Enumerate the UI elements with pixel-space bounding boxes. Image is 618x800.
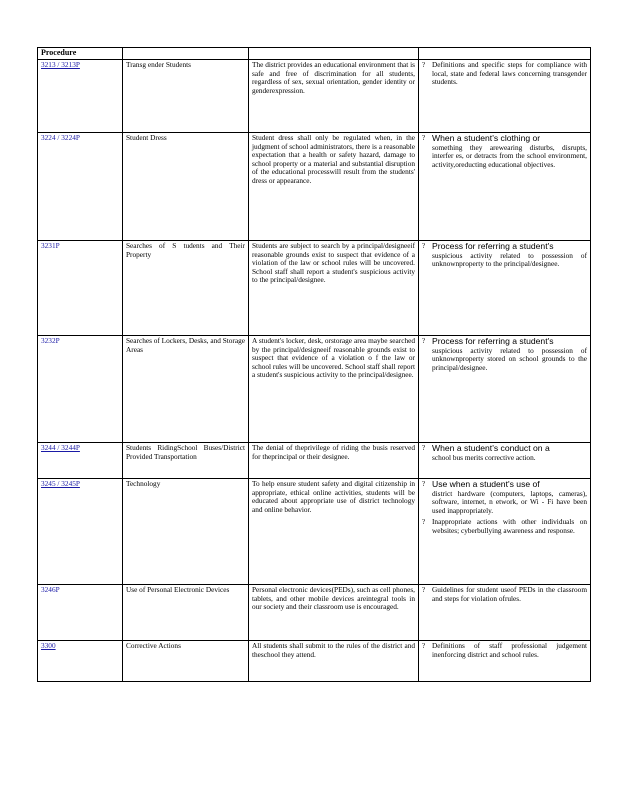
header-description xyxy=(249,48,419,60)
note-lead: Use when a student's use of xyxy=(432,479,540,489)
procedure-notes-cell xyxy=(419,336,591,443)
note-lead: When a student's clothing or xyxy=(432,133,541,143)
bullet-icon: ? xyxy=(422,337,426,345)
procedure-code-cell xyxy=(38,585,123,641)
procedure-table xyxy=(37,47,591,682)
bullet-icon: ? xyxy=(422,61,426,69)
note-item xyxy=(422,586,587,603)
header-title xyxy=(123,48,249,60)
procedure-code-cell xyxy=(38,241,123,336)
note-text: Inappropriate actions with other individuals on websites; cyberbullying awareness and response. xyxy=(432,517,587,535)
bullet-icon: ? xyxy=(422,518,426,527)
table-header-row xyxy=(38,48,591,60)
note-text-block xyxy=(432,242,587,269)
procedure-notes-cell xyxy=(419,60,591,133)
procedure-notes-cell xyxy=(419,443,591,479)
procedure-code-link[interactable]: 3246P xyxy=(41,585,60,594)
table-row xyxy=(38,336,591,443)
procedure-description: A student's locker, desk, orstorage area maybe searched by the principal/designeeif reasonable grounds exist to suspect that evidence of a violation o f the law or school rules will be uncovered. School staff shall report a student's suspicious activity to the principal/designee. xyxy=(249,336,419,443)
procedure-notes-cell xyxy=(419,241,591,336)
header-procedure: Procedure xyxy=(38,48,123,60)
procedure-code-cell xyxy=(38,479,123,585)
procedure-description: Personal electronic devices(PEDs), such as cell phones, tablets, and other mobile devices areintegral tools in our society and their classroom use is encouraged. xyxy=(249,585,419,641)
bullet-icon: ? xyxy=(422,444,426,452)
note-item xyxy=(422,242,587,269)
note-text: suspicious activity related to possession of unknownproperty to the principal/designee. xyxy=(432,250,587,269)
procedure-code-link[interactable]: 3232P xyxy=(41,336,60,345)
note-item xyxy=(422,642,587,659)
procedure-code-link[interactable]: 3300 xyxy=(41,641,56,650)
bullet-icon: ? xyxy=(422,480,426,488)
note-lead: Process for referring a student's xyxy=(432,241,554,251)
header-notes xyxy=(419,48,591,60)
procedure-notes-cell xyxy=(419,641,591,682)
note-text: school bus merits corrective action. xyxy=(432,452,536,462)
note-text-block xyxy=(432,480,587,515)
note-text: suspicious activity related to possession of unknownproperty stored on school grounds to the principal/designee. xyxy=(432,345,587,372)
note-text-block xyxy=(432,61,587,87)
note-text: Definitions of staff professional judgement inenforcing district and school rules. xyxy=(432,641,587,659)
procedure-table-page xyxy=(37,47,590,682)
procedure-title: Searches of S tudents and Their Property xyxy=(123,241,249,336)
note-item xyxy=(422,444,587,462)
note-text: something they arewearing disturbs, disrupts, interfer es, or detracts from the school environment, activity,oreducting educational objectives. xyxy=(432,142,587,169)
procedure-notes-cell xyxy=(419,585,591,641)
procedure-title: Students RidingSchool Buses/District Provided Transportation xyxy=(123,443,249,479)
procedure-title: Transg ender Students xyxy=(123,60,249,133)
bullet-icon: ? xyxy=(422,642,426,650)
note-lead: Process for referring a student's xyxy=(432,336,554,346)
bullet-icon: ? xyxy=(422,134,426,142)
procedure-code-link[interactable]: 3231P xyxy=(41,241,60,250)
note-text-block xyxy=(432,642,587,659)
bullet-icon: ? xyxy=(422,586,426,594)
note-lead: When a student's conduct on a xyxy=(432,443,550,453)
procedure-code-link[interactable]: 3245 / 3245P xyxy=(41,479,80,488)
table-row xyxy=(38,585,591,641)
note-item xyxy=(422,480,587,515)
procedure-code-cell xyxy=(38,443,123,479)
note-item xyxy=(422,518,587,535)
procedure-description: All students shall submit to the rules of the district and theschool they attend. xyxy=(249,641,419,682)
procedure-title: Corrective Actions xyxy=(123,641,249,682)
note-text-block xyxy=(432,586,587,603)
note-text-block xyxy=(432,134,587,169)
procedure-code-cell xyxy=(38,641,123,682)
procedure-code-link[interactable]: 3213 / 3213P xyxy=(41,60,80,69)
procedure-notes-cell xyxy=(419,133,591,241)
procedure-description: To help ensure student safety and digital citizenship in appropriate, ethical online activities, students will be educated about appropriate use of district technology and online behavior. xyxy=(249,479,419,585)
table-row xyxy=(38,641,591,682)
procedure-description: The denial of theprivilege of riding the busis reserved for theprincipal or their designee. xyxy=(249,443,419,479)
procedure-title: Searches of Lockers, Desks, and Storage Areas xyxy=(123,336,249,443)
procedure-title: Student Dress xyxy=(123,133,249,241)
note-item xyxy=(422,61,587,87)
procedure-title: Use of Personal Electronic Devices xyxy=(123,585,249,641)
procedure-notes-cell xyxy=(419,479,591,585)
procedure-description: Student dress shall only be regulated when, in the judgment of school administrators, there is a reasonable expectation that a health or safety hazard, damage to school property or a material and substantial disruption of the educational processwill result from the students' dress or appearance. xyxy=(249,133,419,241)
note-item xyxy=(422,337,587,372)
note-text: Definitions and specific steps for compliance with local, state and federal laws concerning transgender students. xyxy=(432,60,587,87)
note-text: district hardware (computers, laptops, cameras), software, internet, n etwork, or Wi - Fi have been used inappropriately. xyxy=(432,488,587,515)
procedure-description: Students are subject to search by a principal/designeeif reasonable grounds exist to suspect that evidence of a violation of the law or school rules will be uncovered. School staff shall report a student's suspicious activity to the principal/designee. xyxy=(249,241,419,336)
table-row xyxy=(38,443,591,479)
note-text-block xyxy=(432,518,587,535)
bullet-icon: ? xyxy=(422,242,426,250)
procedure-code-link[interactable]: 3224 / 3224P xyxy=(41,133,80,142)
note-text-block xyxy=(432,444,587,462)
procedure-description: The district provides an educational environment that is safe and free of discrimination for all students, regardless of sex, sexual orientation, gender identity or genderexpression. xyxy=(249,60,419,133)
table-row xyxy=(38,241,591,336)
procedure-title: Technology xyxy=(123,479,249,585)
note-text-block xyxy=(432,337,587,372)
note-item xyxy=(422,134,587,169)
note-text: Guidelines for student useof PEDs in the classroom and steps for violation ofrules. xyxy=(432,585,587,603)
procedure-code-cell xyxy=(38,336,123,443)
table-row xyxy=(38,60,591,133)
table-row xyxy=(38,479,591,585)
procedure-code-link[interactable]: 3244 / 3244P xyxy=(41,443,80,452)
procedure-code-cell xyxy=(38,60,123,133)
procedure-code-cell xyxy=(38,133,123,241)
table-row xyxy=(38,133,591,241)
